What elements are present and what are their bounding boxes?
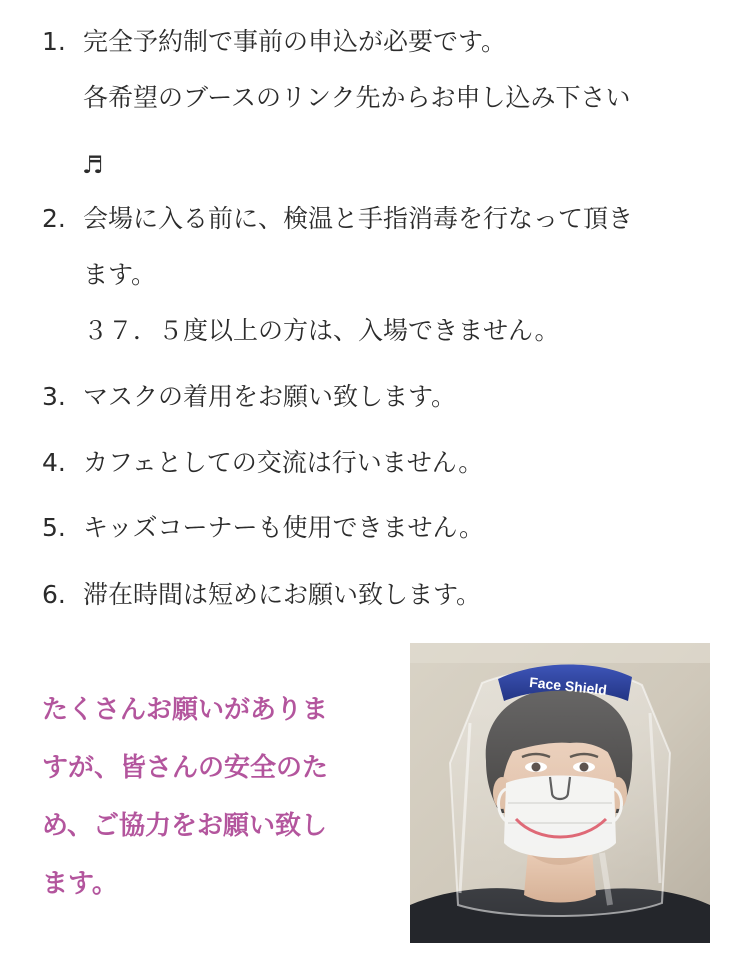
face-shield-photo <box>410 643 710 943</box>
face-shield-illustration <box>410 643 710 943</box>
rule-note: ３７．５度以上の方は、入場できません。 <box>83 316 560 345</box>
rule-number: 6. <box>42 580 66 609</box>
message-line: ます。 <box>42 869 118 899</box>
music-note-icon: ♬ <box>82 151 104 179</box>
rule-text: 滞在時間は短めにお願い致します。 <box>83 580 482 609</box>
rule-number: 4. <box>42 448 66 477</box>
message-line: め、ご協力をお願い致し <box>42 811 327 841</box>
rule-text: 会場に入る前に、検温と手指消毒を行なって頂き <box>83 204 634 233</box>
rule-text: キッズコーナーも使用できません。 <box>83 513 485 542</box>
rule-text: 各希望のブースのリンク先からお申し込み下さい <box>83 83 631 112</box>
rule-number: 2. <box>42 204 66 233</box>
rule-number: 3. <box>42 382 66 411</box>
rule-text: マスクの着用をお願い致します。 <box>83 382 457 411</box>
message-line: すが、皆さんの安全のた <box>42 753 329 783</box>
rule-text: ます。 <box>83 260 157 289</box>
shield-label: Face Shield <box>528 673 608 699</box>
rule-text: カフェとしての交流は行いません。 <box>83 448 484 477</box>
closing-message <box>42 681 372 913</box>
rule-number: 1. <box>42 27 66 56</box>
rule-text: 完全予約制で事前の申込が必要です。 <box>83 27 507 56</box>
rule-number: 5. <box>42 513 66 542</box>
message-line: たくさんお願いがありま <box>42 695 329 725</box>
